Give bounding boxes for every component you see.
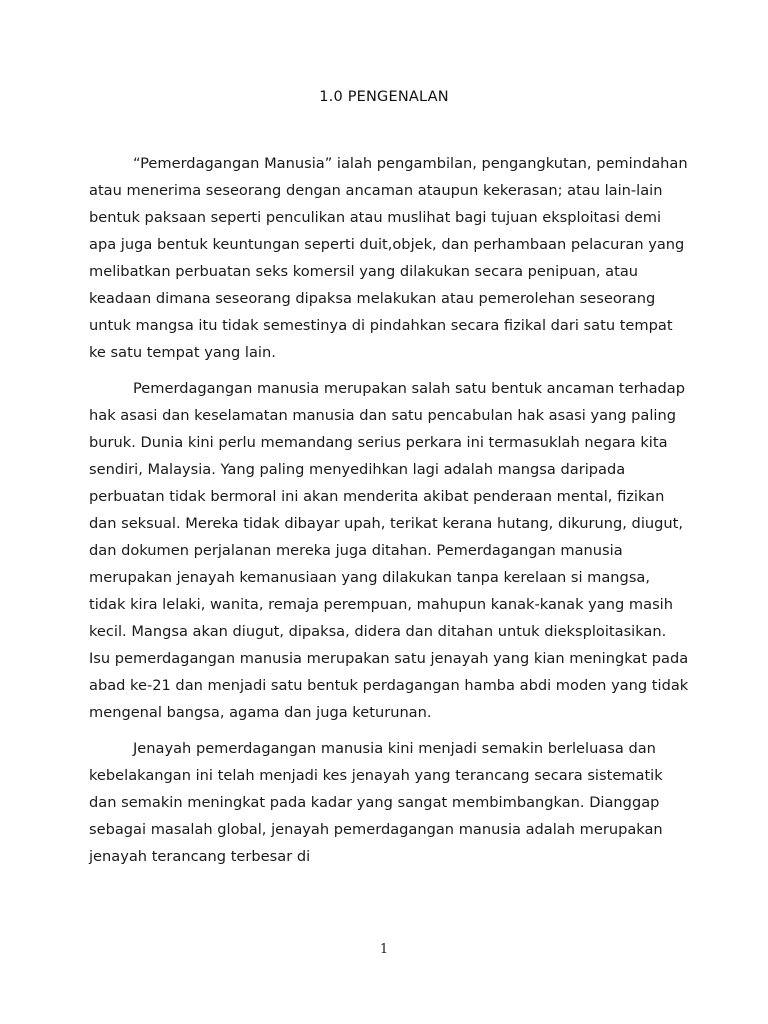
paragraph-1: “Pemerdagangan Manusia” ialah pengambilan, pengangkutan, pemindahan atau menerima seseorang dengan ancaman ataupun kekerasan; atau lain-lain bentuk paksaan seperti penculikan atau muslihat bagi tujuan eksploitasi demi apa juga bentuk keuntungan seperti duit,objek, dan perhambaan pelacuran yang melibatkan perbuatan seks komersil yang dilakukan secara penipuan, atau keadaan dimana seseorang dipaksa melakukan atau pemerolehan seseorang untuk mangsa itu tidak semestinya di pindahkan secara fizikal dari satu tempat ke satu tempat yang lain. <box>89 155 688 361</box>
page-number: 1 <box>379 942 389 957</box>
document-body <box>89 150 689 879</box>
paragraph-2: Pemerdagangan manusia merupakan salah satu bentuk ancaman terhadap hak asasi dan keselamatan manusia dan satu pencabulan hak asasi yang paling buruk. Dunia kini perlu memandang serius perkara ini termasuklah negara kita sendiri, Malaysia. Yang paling menyedihkan lagi adalah mangsa daripada perbuatan tidak bermoral ini akan menderita akibat penderaan mental, fizikan dan seksual. Mereka tidak dibayar upah, terikat kerana hutang, dikurung, diugut, dan dokumen perjalanan mereka juga ditahan. Pemerdagangan manusia merupakan jenayah kemanusiaan yang dilakukan tanpa kerelaan si mangsa, tidak kira lelaki, wanita, remaja perempuan, mahupun kanak-kanak yang masih kecil. Mangsa akan diugut, dipaksa, didera dan ditahan untuk dieksploitasikan. Isu pemerdagangan manusia merupakan satu jenayah yang kian meningkat pada abad ke-21 dan menjadi satu bentuk perdagangan hamba abdi moden yang tidak mengenal bangsa, agama dan juga keturunan. <box>89 380 689 721</box>
paragraph-3: Jenayah pemerdagangan manusia kini menjadi semakin berleluasa dan kebelakangan ini telah menjadi kes jenayah yang terancang secara sistematik dan semakin meningkat pada kadar yang sangat membimbangkan. Dianggap sebagai masalah global, jenayah pemerdagangan manusia adalah merupakan jenayah terancang terbesar di <box>89 740 663 865</box>
section-heading: 1.0 PENGENALAN <box>319 89 449 105</box>
